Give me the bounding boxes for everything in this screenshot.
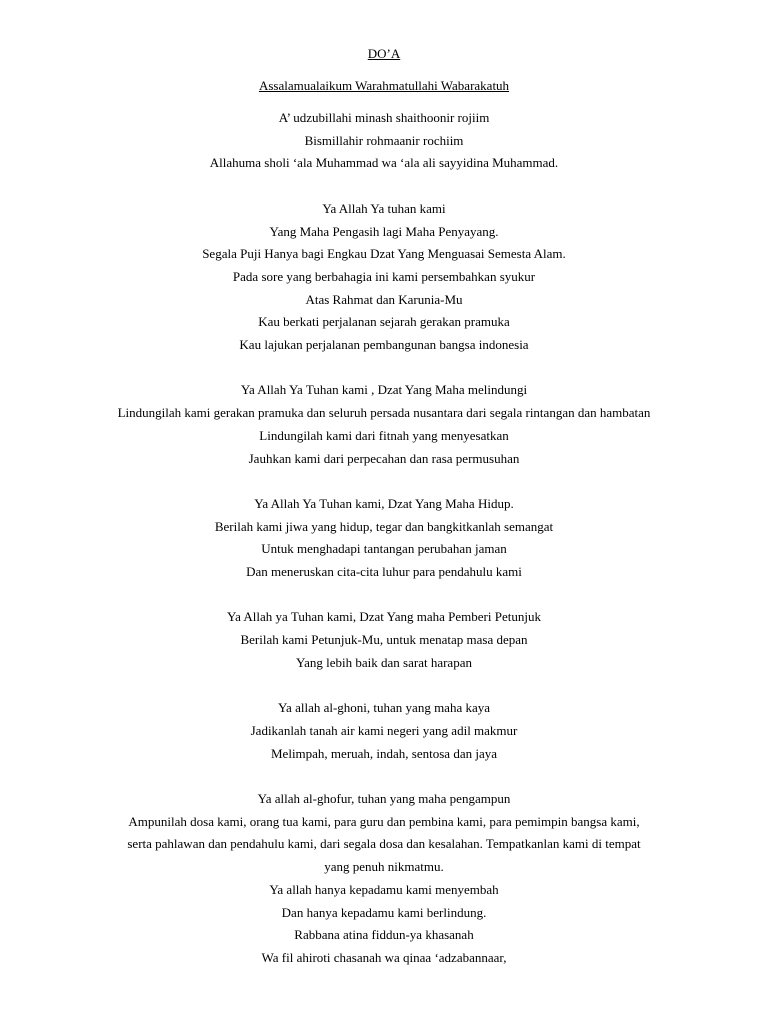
prayer-line: Ya Allah ya Tuhan kami, Dzat Yang maha Pemberi Petunjuk xyxy=(227,609,541,625)
prayer-line: Lindungilah kami dari fitnah yang menyesatkan xyxy=(259,427,509,443)
prayer-line: Allahuma sholi ‘ala Muhammad wa ‘ala ali sayyidina Muhammad. xyxy=(209,155,559,171)
prayer-line: Melimpah, meruah, indah, sentosa dan jaya xyxy=(271,745,497,761)
stanza-gap xyxy=(0,357,768,380)
prayer-paragraph-line: yang penuh nikmatmu. xyxy=(324,859,444,875)
prayer-line: A’ udzubillahi minash shaithoonir rojiim xyxy=(278,110,490,125)
prayer-line: Yang Maha Pengasih lagi Maha Penyayang. xyxy=(269,223,499,239)
stanza-gap xyxy=(0,470,768,493)
prayer-line: Dan meneruskan cita-cita luhur para pendahulu kami xyxy=(246,564,522,580)
prayer-line: Berilah kami Petunjuk-Mu, untuk menatap masa depan xyxy=(240,632,528,648)
stanza-gap xyxy=(0,584,768,607)
stanza-3 xyxy=(0,493,768,584)
prayer-line: Bismillahir rohmaanir rochiim xyxy=(304,132,464,148)
prayer-line: Ya allah al-ghoni, tuhan yang maha kaya xyxy=(277,700,491,716)
prayer-line: Berilah kami jiwa yang hidup, tegar dan bangkitkanlah semangat xyxy=(214,518,554,534)
stanza-gap xyxy=(0,675,768,698)
prayer-line: Untuk menghadapi tantangan perubahan jaman xyxy=(261,541,507,557)
stanza-gap xyxy=(0,175,768,198)
prayer-line: Segala Puji Hanya bagi Engkau Dzat Yang Menguasai Semesta Alam. xyxy=(202,246,566,262)
stanza-6 xyxy=(0,788,768,970)
prayer-line: Rabbana atina fiddun-ya khasanah xyxy=(294,927,474,943)
prayer-line: Pada sore yang berbahagia ini kami persembahkan syukur xyxy=(232,268,536,284)
prayer-paragraph-line: serta pahlawan dan pendahulu kami, dari segala dosa dan kesalahan. Tempatkanlan kami di tempat xyxy=(127,836,641,852)
document-title: DO’A xyxy=(367,46,401,61)
prayer-line: Jadikanlah tanah air kami negeri yang adil makmur xyxy=(250,722,518,738)
prayer-line: Ya allah al-ghofur, tuhan yang maha pengampun xyxy=(257,791,511,806)
prayer-line: Lindungilah kami gerakan pramuka dan seluruh persada nusantara dari segala rintangan dan hambatan xyxy=(117,405,651,421)
prayer-line: Wa fil ahiroti chasanah wa qinaa ‘adzabannaar, xyxy=(261,949,507,965)
stanza-gap xyxy=(0,765,768,788)
prayer-paragraph-line: Ampunilah dosa kami, orang tua kami, para guru dan pembina kami, para pemimpin bangsa kami, xyxy=(128,813,640,829)
prayer-line: Kau lajukan perjalanan pembangunan bangsa indonesia xyxy=(239,337,529,353)
prayer-document xyxy=(0,44,768,970)
prayer-line: Ya allah hanya kepadamu kami menyembah xyxy=(269,881,499,897)
stanza-2 xyxy=(0,379,768,470)
stanza-1 xyxy=(0,198,768,357)
prayer-line: Jauhkan kami dari perpecahan dan rasa permusuhan xyxy=(248,450,520,466)
prayer-line: Dan hanya kepadamu kami berlindung. xyxy=(281,904,487,920)
prayer-line: Kau berkati perjalanan sejarah gerakan pramuka xyxy=(258,314,510,330)
prayer-line: Atas Rahmat dan Karunia-Mu xyxy=(305,291,463,307)
opening-stanza xyxy=(0,107,768,175)
prayer-line: Yang lebih baik dan sarat harapan xyxy=(296,654,472,670)
prayer-line: Ya Allah Ya Tuhan kami, Dzat Yang Maha Hidup. xyxy=(254,495,514,511)
prayer-line: Ya Allah Ya Tuhan kami , Dzat Yang Maha melindungi xyxy=(240,382,528,398)
greeting-line: Assalamualaikum Warahmatullahi Wabarakatuh xyxy=(258,78,510,93)
stanza-5 xyxy=(0,697,768,765)
stanza-4 xyxy=(0,606,768,674)
prayer-line: Ya Allah Ya tuhan kami xyxy=(322,200,446,216)
